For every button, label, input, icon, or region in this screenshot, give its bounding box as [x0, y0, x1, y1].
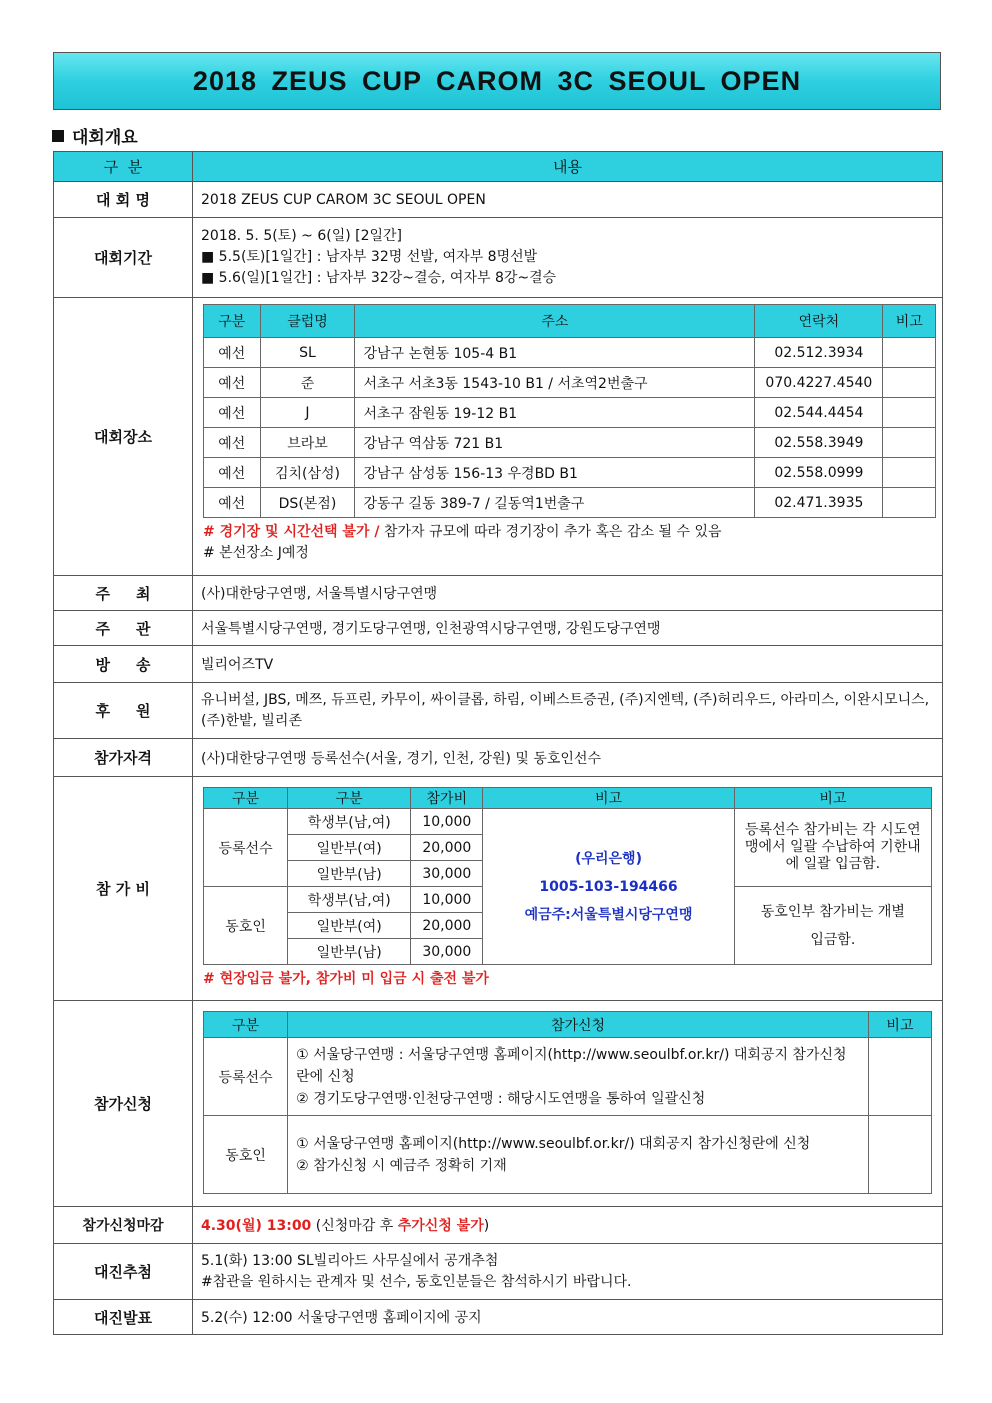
- overview-table: [53, 151, 943, 1335]
- venue-note: [883, 488, 936, 518]
- fee-col-division: 구분: [288, 788, 411, 809]
- period-line: ■ 5.6(일)[1일간] : 남자부 32강~결승, 여자부 8강~결승: [201, 270, 557, 286]
- venue-club: 준: [260, 368, 355, 398]
- venue-club: SL: [260, 338, 355, 368]
- venue-type: 예선: [204, 458, 261, 488]
- venue-phone: 02.558.3949: [755, 428, 883, 458]
- fee-division: 일반부(여): [288, 835, 411, 861]
- application-method-amateur: [288, 1116, 869, 1194]
- fee-division: 학생부(남,여): [288, 809, 411, 835]
- fee-division: 학생부(남,여): [288, 887, 411, 913]
- application-note: [868, 1116, 931, 1194]
- venue-phone: 070.4227.4540: [755, 368, 883, 398]
- venue-club: 김치(삼성): [260, 458, 355, 488]
- fee-col-note: 비고: [483, 788, 734, 809]
- value-name: 2018 ZEUS CUP CAROM 3C SEOUL OPEN: [193, 182, 943, 218]
- venue-col-type: 구분: [204, 305, 261, 338]
- venue-address: 강남구 역삼동 721 B1: [355, 428, 755, 458]
- venue-note-2: # 본선장소 J예정: [203, 545, 309, 561]
- venue-club: 브라보: [260, 428, 355, 458]
- row-draw: [54, 1244, 943, 1300]
- application-group-registered: 등록선수: [204, 1038, 288, 1116]
- header-category: 구 분: [54, 152, 193, 182]
- fee-amount: 30,000: [411, 861, 483, 887]
- row-host: [54, 576, 943, 611]
- row-period: [54, 218, 943, 298]
- value-sponsor: 유니버설, JBS, 메쯔, 듀프린, 카무이, 싸이클롭, 하림, 이베스트증권, (주)지엔텍, (주)허리우드, 아라미스, 이완시모니스, (주)한밭, 빌리존: [193, 683, 943, 739]
- venue-row: [204, 488, 936, 518]
- row-sponsor: [54, 683, 943, 739]
- label-draw: 대진추첨: [54, 1244, 193, 1300]
- value-fee: [193, 777, 943, 1001]
- venue-phone: 02.512.3934: [755, 338, 883, 368]
- value-broadcast: 빌리어즈TV: [193, 646, 943, 683]
- fee-note-registered: 등록선수 참가비는 각 시도연맹에서 일괄 수납하여 기한내에 일괄 입금함.: [734, 809, 931, 887]
- fee-account: 1005-103-194466: [539, 878, 678, 895]
- application-col-group: 구분: [204, 1012, 288, 1038]
- fee-table: [203, 787, 932, 965]
- square-bullet-icon: [52, 130, 64, 142]
- fee-amount: 20,000: [411, 835, 483, 861]
- venue-table: [203, 304, 936, 518]
- value-announce: 5.2(수) 12:00 서울당구연맹 홈페이지에 공지: [193, 1300, 943, 1335]
- venue-note-text: 참가자 규모에 따라 경기장이 추가 혹은 감소 될 수 있음: [379, 524, 722, 540]
- venue-type: 예선: [204, 488, 261, 518]
- label-application: 참가신청: [54, 1001, 193, 1207]
- fee-col-group: 구분: [204, 788, 288, 809]
- venue-type: 예선: [204, 338, 261, 368]
- fee-col-amount: 참가비: [411, 788, 483, 809]
- venue-address: 강남구 삼성동 156-13 우경BD B1: [355, 458, 755, 488]
- section-title: 대회개요: [72, 128, 138, 148]
- venue-address: 서초구 잠원동 19-12 B1: [355, 398, 755, 428]
- venue-phone: 02.471.3935: [755, 488, 883, 518]
- deadline-pre: (신청마감 후: [311, 1218, 398, 1234]
- fee-row: [204, 809, 932, 835]
- label-broadcast: 방 송: [54, 646, 193, 683]
- venue-note: [883, 458, 936, 488]
- label-eligibility: 참가자격: [54, 739, 193, 777]
- venue-row: [204, 428, 936, 458]
- label-organizer: 주 관: [54, 611, 193, 646]
- application-table: [203, 1011, 932, 1194]
- overview-header-row: [54, 152, 943, 182]
- label-sponsor: 후 원: [54, 683, 193, 739]
- period-line: ■ 5.5(토)[1일간] : 남자부 32명 선발, 여자부 8명선발: [201, 249, 538, 265]
- label-deadline: 참가신청마감: [54, 1207, 193, 1244]
- draw-line: #참관을 원하시는 관계자 및 선수, 동호인분들은 참석하시기 바랍니다.: [201, 1273, 632, 1290]
- label-venue: 대회장소: [54, 298, 193, 576]
- venue-row: [204, 338, 936, 368]
- venue-club: DS(본점): [260, 488, 355, 518]
- row-broadcast: [54, 646, 943, 683]
- venue-col-address: 주소: [355, 305, 755, 338]
- venue-note: [883, 398, 936, 428]
- fee-warning: # 현장입금 불가, 참가비 미 입금 시 출전 불가: [203, 971, 489, 987]
- venue-phone: 02.558.0999: [755, 458, 883, 488]
- application-row: [204, 1116, 932, 1194]
- venue-note-warning: # 경기장 및 시간선택 불가 /: [203, 524, 380, 540]
- venue-row: [204, 368, 936, 398]
- row-organizer: [54, 611, 943, 646]
- venue-note-1: [203, 522, 936, 543]
- venue-row: [204, 458, 936, 488]
- value-application: [193, 1001, 943, 1207]
- application-note: [868, 1038, 931, 1116]
- row-announce: [54, 1300, 943, 1335]
- application-line: ① 서울당구연맹 홈페이지(http://www.seoulbf.or.kr/) 대회공지 참가신청란에 신청: [296, 1135, 811, 1152]
- draw-line: 5.1(화) 13:00 SL빌리아드 사무실에서 공개추첨: [201, 1252, 499, 1269]
- application-header-row: [204, 1012, 932, 1038]
- application-line: ② 경기도당구연맹·인천당구연맹 : 해당시도연맹을 통하여 일괄신청: [296, 1090, 706, 1107]
- deadline-post: ): [483, 1218, 490, 1234]
- venue-phone: 02.544.4454: [755, 398, 883, 428]
- fee-group-registered: 등록선수: [204, 809, 288, 887]
- fee-group-amateur: 동호인: [204, 887, 288, 965]
- value-deadline: [193, 1207, 943, 1244]
- fee-note-amateur: 동호인부 참가비는 개별 입금함.: [734, 887, 931, 965]
- fee-amount: 10,000: [411, 887, 483, 913]
- fee-amount: 20,000: [411, 913, 483, 939]
- venue-address: 강남구 논현동 105-4 B1: [355, 338, 755, 368]
- value-period: [193, 218, 943, 298]
- fee-col-note-2: 비고: [734, 788, 931, 809]
- venue-address: 서초구 서초3동 1543-10 B1 / 서초역2번출구: [355, 368, 755, 398]
- label-period: 대회기간: [54, 218, 193, 298]
- fee-amount: 10,000: [411, 809, 483, 835]
- row-venue: [54, 298, 943, 576]
- venue-address: 강동구 길동 389-7 / 길동역1번출구: [355, 488, 755, 518]
- application-line: ① 서울당구연맹 : 서울당구연맹 홈페이지(http://www.seoulbf.or.kr/) 대회공지 참가신청란에 신청: [296, 1046, 847, 1085]
- application-row: [204, 1038, 932, 1116]
- fee-header-row: [204, 788, 932, 809]
- value-venue: [193, 298, 943, 576]
- value-eligibility: (사)대한당구연맹 등록선수(서울, 경기, 인천, 강원) 및 동호인선수: [193, 739, 943, 777]
- fee-bank-info: [483, 809, 734, 965]
- venue-note: [883, 428, 936, 458]
- row-eligibility: [54, 739, 943, 777]
- row-deadline: [54, 1207, 943, 1244]
- fee-bank: (우리은행): [575, 850, 642, 867]
- value-draw: [193, 1244, 943, 1300]
- application-group-amateur: 동호인: [204, 1116, 288, 1194]
- value-host: (사)대한당구연맹, 서울특별시당구연맹: [193, 576, 943, 611]
- application-line: ② 참가신청 시 예금주 정확히 기재: [296, 1157, 507, 1174]
- label-fee: 참 가 비: [54, 777, 193, 1001]
- value-organizer: 서울특별시당구연맹, 경기도당구연맹, 인천광역시당구연맹, 강원도당구연맹: [193, 611, 943, 646]
- application-method-registered: [288, 1038, 869, 1116]
- venue-club: J: [260, 398, 355, 428]
- deadline-red: 추가신청 불가: [397, 1218, 484, 1234]
- venue-header-row: [204, 305, 936, 338]
- fee-division: 일반부(여): [288, 913, 411, 939]
- venue-type: 예선: [204, 428, 261, 458]
- label-announce: 대진발표: [54, 1300, 193, 1335]
- fee-amount: 30,000: [411, 939, 483, 965]
- row-name: [54, 182, 943, 218]
- period-line: 2018. 5. 5(토) ~ 6(일) [2일간]: [201, 228, 403, 244]
- page-title: 2018 ZEUS CUP CAROM 3C SEOUL OPEN: [53, 52, 941, 110]
- fee-division: 일반부(남): [288, 861, 411, 887]
- venue-note: [883, 368, 936, 398]
- row-application: [54, 1001, 943, 1207]
- venue-row: [204, 398, 936, 428]
- venue-col-club: 클럽명: [260, 305, 355, 338]
- label-host: 주 최: [54, 576, 193, 611]
- venue-note: [883, 338, 936, 368]
- venue-type: 예선: [204, 398, 261, 428]
- deadline-date: 4.30(월) 13:00: [201, 1218, 312, 1234]
- fee-holder: 예금주:서울특별시당구연맹: [524, 906, 693, 923]
- row-fee: [54, 777, 943, 1001]
- label-name: 대 회 명: [54, 182, 193, 218]
- venue-col-phone: 연락처: [755, 305, 883, 338]
- application-col-note: 비고: [868, 1012, 931, 1038]
- venue-col-note: 비고: [883, 305, 936, 338]
- venue-type: 예선: [204, 368, 261, 398]
- section-heading: [52, 123, 138, 148]
- fee-division: 일반부(남): [288, 939, 411, 965]
- header-content: 내용: [193, 152, 943, 182]
- application-col-method: 참가신청: [288, 1012, 869, 1038]
